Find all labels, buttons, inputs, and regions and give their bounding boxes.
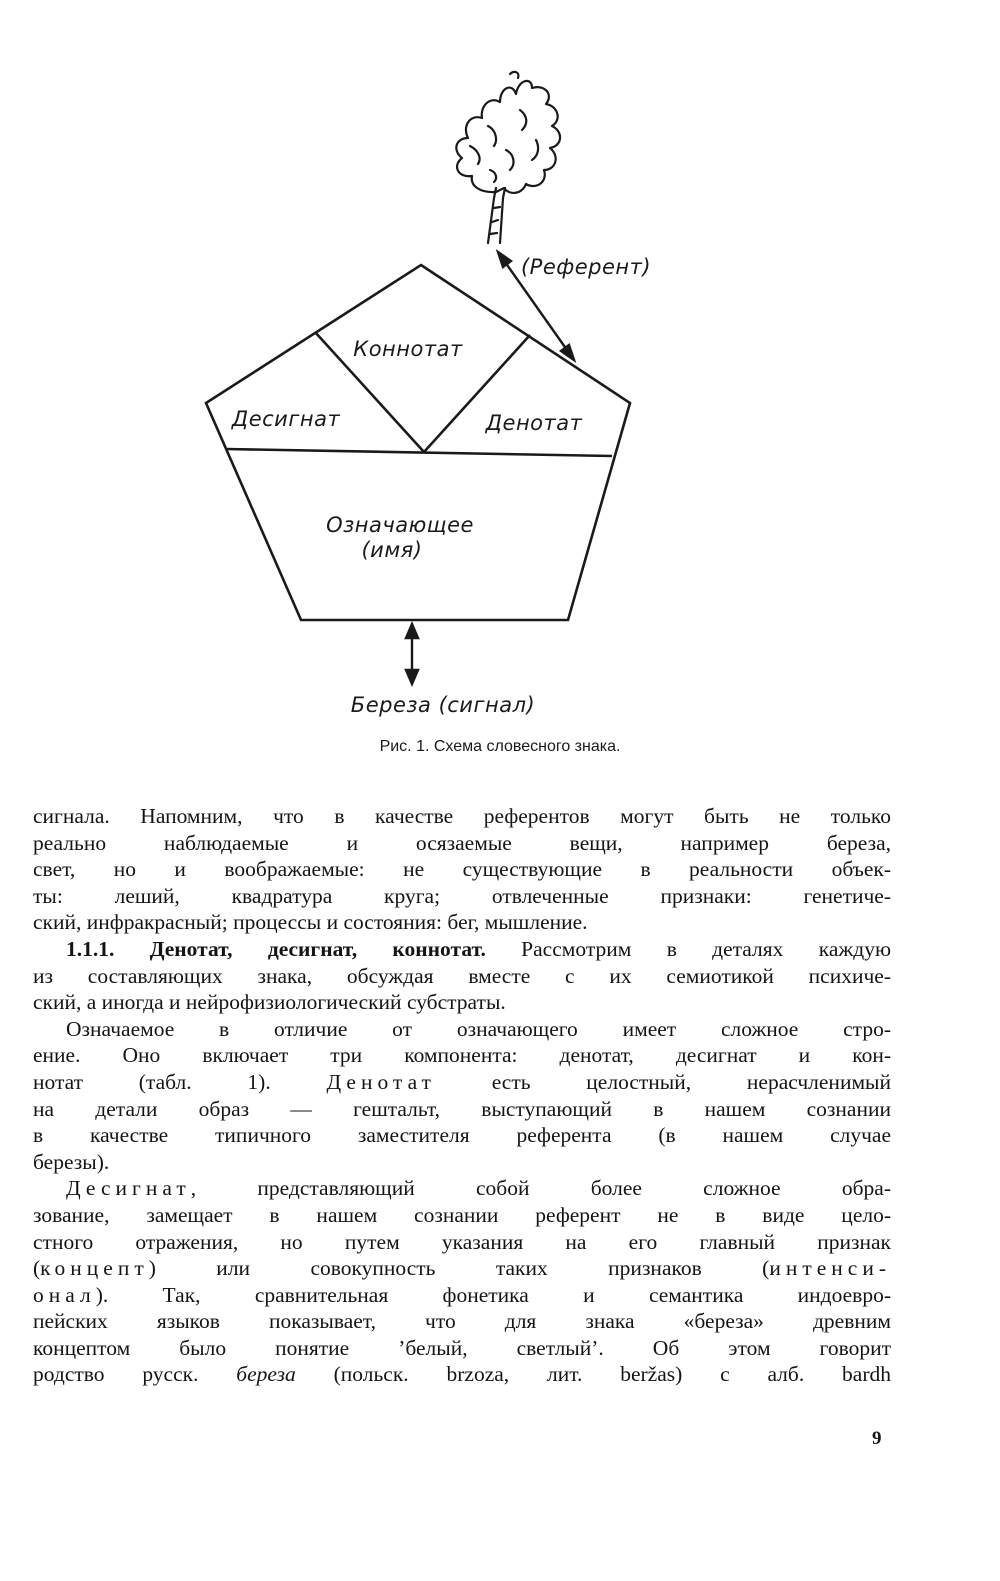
text-line: пейских языков показывает, что для знака «береза» древним — [33, 1309, 891, 1334]
signal-arrow — [406, 624, 418, 684]
text-line — [33, 1361, 891, 1388]
text-line: свет, но и воображаемые: не существующие в реальности объек- — [33, 857, 891, 882]
text-line — [33, 1282, 891, 1309]
text-line — [33, 1175, 891, 1202]
text-line — [33, 936, 891, 963]
paragraph-1 — [33, 803, 891, 936]
section-heading: 1.1.1. Денотат, десигнат, коннотат. — [66, 936, 486, 961]
text-line: березы). — [33, 1149, 110, 1174]
text-fragment: ( — [33, 1256, 41, 1281]
connotat-label: Коннотат — [353, 337, 463, 361]
paragraph-3 — [33, 1016, 891, 1176]
birch-tree-icon — [456, 72, 560, 243]
text-line: на детали образ — гештальт, выступающий в нашем сознании — [33, 1096, 891, 1121]
signal-label: Береза (сигнал) — [350, 693, 536, 717]
text-fragment: есть целостный, нерасчленимый — [435, 1069, 892, 1094]
term-designat: Десигнат — [66, 1176, 191, 1201]
term-intensional: интенси- — [769, 1256, 891, 1281]
paragraph-2 — [33, 936, 891, 1016]
text-fragment: ) или совокупность таких признаков ( — [148, 1256, 770, 1281]
text-line: ение. Оно включает три компонента: денотат, десигнат и кон- — [33, 1043, 891, 1068]
text-line: концептом было понятие ’белый, светлый’. Об этом говорит — [33, 1335, 891, 1360]
term-denotat: Денотат — [326, 1069, 436, 1094]
signifier-label: Означающее — [326, 513, 474, 537]
term-concept: концепт — [40, 1256, 149, 1281]
text-line — [33, 1255, 891, 1282]
referent-label: (Референт) — [520, 255, 652, 279]
body-text — [33, 803, 891, 1388]
text-fragment: Рассмотрим в деталях каждую — [485, 936, 891, 961]
text-line: Означаемое в отличие от означающего имеет сложное стро- — [66, 1016, 891, 1041]
text-line: стного отражения, но путем указания на его главный признак — [33, 1229, 891, 1254]
text-line: ский, инфракрасный; процессы и состояния: бег, мышление. — [33, 910, 588, 935]
designat-label: Десигнат — [231, 407, 341, 431]
text-fragment: нотат (табл. 1). — [33, 1069, 327, 1094]
text-line: ский, а иногда и нейрофизиологический субстраты. — [33, 990, 506, 1015]
page-number: 9 — [872, 1428, 882, 1449]
paragraph-4 — [33, 1175, 891, 1388]
italic-word: береза — [236, 1362, 296, 1387]
text-line: сигнала. Напомним, что в качестве референтов могут быть не только — [33, 804, 891, 828]
text-line — [33, 1069, 891, 1096]
sign-scheme-figure — [0, 0, 1000, 770]
text-line: в качестве типичного заместителя референта (в нашем случае — [33, 1123, 891, 1148]
text-fragment: , представляющий собой более сложное обра- — [190, 1176, 891, 1201]
text-line: реально наблюдаемые и осязаемые вещи, например береза, — [33, 830, 891, 855]
denotat-label: Денотат — [485, 411, 583, 435]
term-intensional-end: онал — [33, 1282, 96, 1307]
text-fragment: (польск. brzoza, лит. beržas) с алб. bardh — [295, 1362, 892, 1387]
text-line: ты: леший, квадратура круга; отвлеченные признаки: генетиче- — [33, 883, 891, 908]
sign-pentagon — [206, 265, 630, 620]
text-fragment: ). Так, сравнительная фонетика и семантика индоевро- — [95, 1282, 891, 1307]
text-line: из составляющих знака, обсуждая вместе с их семиотикой психиче- — [33, 963, 891, 988]
figure-caption: Рис. 1. Схема словесного знака. — [379, 738, 621, 755]
text-line: зование, замещает в нашем сознании референт не в виде цело- — [33, 1202, 891, 1227]
signifier-name-label: (имя) — [361, 538, 423, 562]
text-fragment: родство русск. — [33, 1362, 237, 1387]
